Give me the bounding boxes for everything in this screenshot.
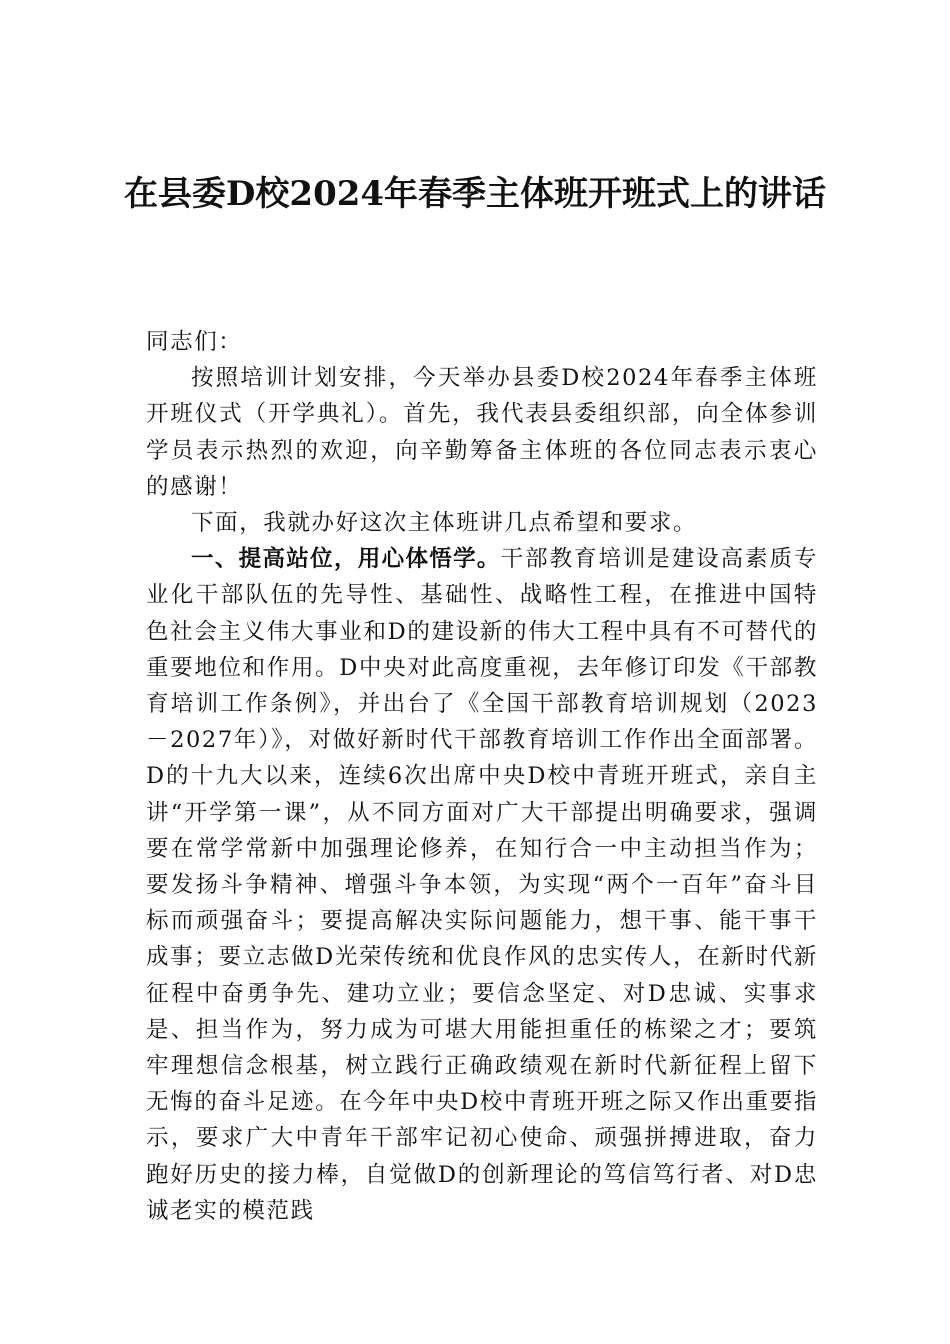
document-title: 在县委D校2024年春季主体班开班式上的讲话: [123, 174, 827, 214]
paragraph-intro: 按照培训计划安排，今天举办县委D校2024年春季主体班开班仪式（开学典礼）。首先，我代表县委组织部，向全体参训学员表示热烈的欢迎，向辛勤筹备主体班的各位同志表示衷心的感谢！: [146, 365, 818, 500]
salutation: 同志们：: [146, 329, 243, 355]
section-1-heading: 一、提高站位，用心体悟学。: [191, 546, 501, 573]
paragraph-transition: 下面，我就办好这次主体班讲几点希望和要求。: [191, 510, 698, 537]
section-1-text: 干部教育培训是建设高素质专业化干部队伍的先导性、基础性、战略性工程，在推进中国特色社会主义伟大事业和D的建设新的伟大工程中具有不可替代的重要地位和作用。D中央对此高度重视，去年修订印发《干部教育培训工作条例》，并出台了《全国干部教育培训规划（2023－2027年）》，对做好新时代干部教育培训工作作出全面部署。D的十九大以来，连续6次出席中央D校中青班开班式，亲自主讲“开学第一课”，从不同方面对广大干部提出明确要求，强调要在常学常新中加强理论修养，在知行合一中主动担当作为；要发扬斗争精神、增强斗争本领，为实现“两个一百年”奋斗目标而顽强奋斗；要提高解决实际问题能力，想干事、能干事干成事；要立志做D光荣传统和优良作风的忠实传人，在新时代新征程中奋勇争先、建功立业；要信念坚定、对D忠诚、实事求是、担当作为，努力成为可堪大用能担重任的栋梁之才；要筑牢理想信念根基，树立践行正确政绩观在新时代新征程上留下无悔的奋斗足迹。在今年中央D校中青班开班之际又作出重要指示，要求广大中青年干部牢记初心使命、顽强拼搏进取，奋力跑好历史的接力棒，自觉做D的创新理论的笃信笃行者、对D忠诚老实的模范践: [146, 546, 818, 1224]
paragraph-section-1: [146, 541, 818, 1229]
document-body: [146, 324, 818, 1229]
